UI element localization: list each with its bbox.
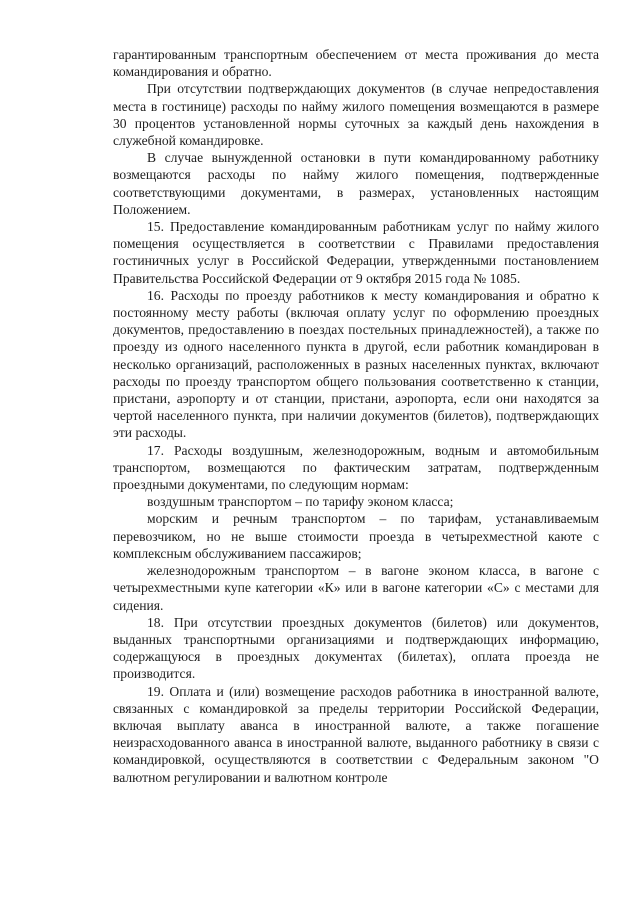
paragraph-17-transport-norms: 17. Расходы воздушным, железнодорожным, водным и автомобильным транспортом, возмещаются по фактическим затратам, подтвержденным проездными документами, по следующим нормам:: [113, 442, 599, 493]
paragraph-no-documents-lodging: При отсутствии подтверждающих документов (в случае непредоставления места в гостинице) расходы по найму жилого помещения возмещаются в размере 30 процентов установленной нормы суточных за каждый день нахождения в служебной командировке.: [113, 81, 599, 149]
paragraph-18-no-tickets: 18. При отсутствии проездных документов (билетов) или документов, выданных транспортными организациями и подтверждающих информацию, содержащуюся в проездных документах (билетах), оплата проезда не производится.: [113, 614, 599, 682]
paragraph-rail-transport: железнодорожным транспортом – в вагоне эконом класса, в вагоне с четырехместными купе категории «К» или в вагоне категории «С» с местами для сидения.: [113, 563, 599, 613]
document-page: [113, 46, 599, 786]
paragraph-continuation: гарантированным транспортным обеспечением от места проживания до места командирования и обратно.: [113, 47, 599, 80]
paragraph-15-hotel-services: 15. Предоставление командированным работникам услуг по найму жилого помещения осуществляется в соответствии с Правилами предоставления гостиничных услуг в Российской Федерации, утвержденными постановлением Правительства Российской Федерации от 9 октября 2015 года № 1085.: [113, 219, 599, 286]
paragraph-19-foreign-currency: 19. Оплата и (или) возмещение расходов работника в иностранной валюте, связанных с командировкой за пределы территории Российской Федерации, включая выплату аванса в иностранной валюте, а также погашение неизрасходованного аванса в иностранной валюте, выданного работнику в связи с командировкой, осуществляются в соответствии с Федеральным законом "О валютном регулировании и валютном контроле: [113, 683, 599, 785]
paragraph-air-transport: воздушным транспортом – по тарифу эконом класса;: [147, 494, 454, 510]
paragraph-sea-river-transport: морским и речным транспортом – по тарифам, устанавливаемым перевозчиком, но не выше стоимости проезда в четырехместной каюте с комплексным обслуживанием пассажиров;: [113, 511, 599, 561]
paragraph-16-travel-expenses: 16. Расходы по проезду работников к месту командирования и обратно к постоянному месту работы (включая оплату услуг по оформлению проездных документов, предоставлению в поездах постельных принадлежностей), а также по проезду из одного населенного пункта в другой, если работник командирован в несколько организаций, расположенных в разных населенных пунктах, включают расходы по проезду транспортом общего пользования соответственно к станции, пристани, аэропорту и от станции, пристани, аэропорта, если они находятся за чертой населенного пункта, при наличии документов (билетов), подтверждающих эти расходы.: [113, 287, 599, 441]
paragraph-forced-stop: В случае вынужденной остановки в пути командированному работнику возмещаются расходы по найму жилого помещения, подтвержденные соответствующими документами, в размерах, установленных настоящим Положением.: [113, 150, 599, 217]
